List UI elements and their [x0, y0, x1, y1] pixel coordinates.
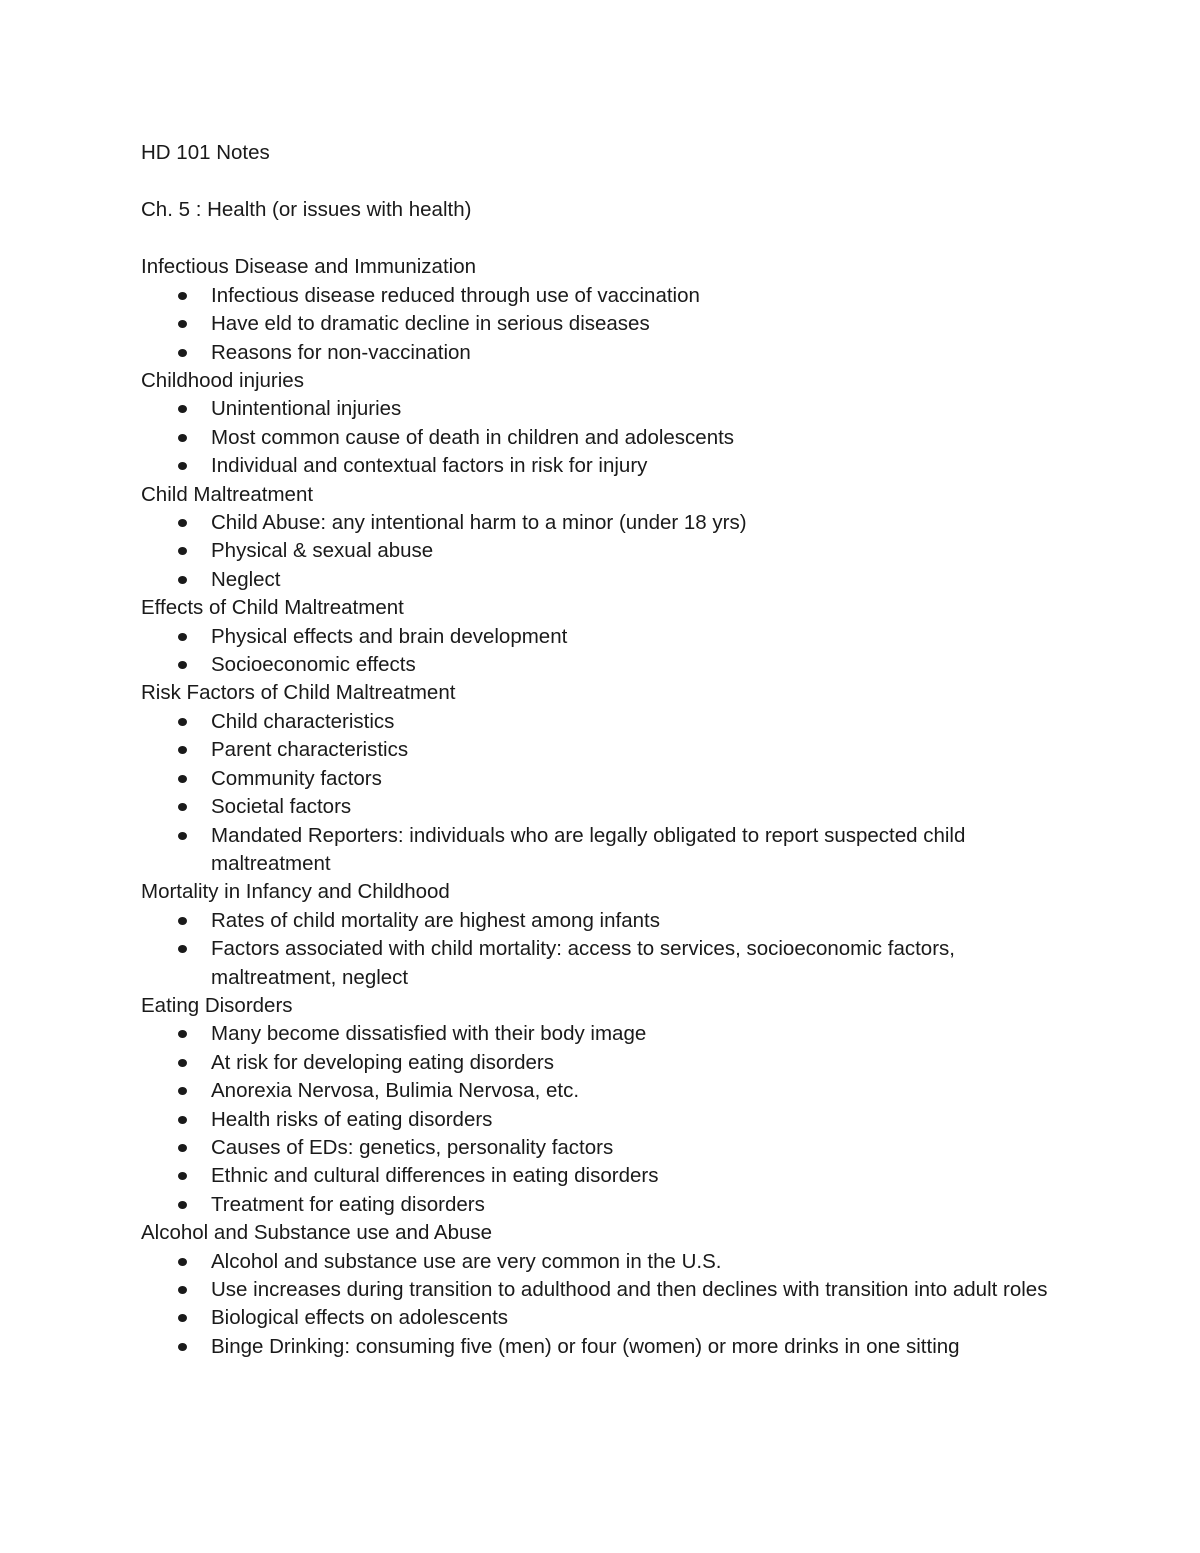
list-item-text: Unintentional injuries	[211, 397, 402, 421]
list-item-text: Child characteristics	[211, 709, 395, 733]
list-item	[141, 424, 1071, 452]
list-item	[141, 736, 1071, 764]
list-item	[141, 310, 1071, 338]
section-heading: Mortality in Infancy and Childhood	[141, 880, 450, 904]
section-heading: Alcohol and Substance use and Abuse	[141, 1221, 493, 1245]
list-item-text: Have eld to dramatic decline in serious diseases	[211, 312, 650, 336]
list-item-text: Ethnic and cultural differences in eating disorders	[211, 1164, 659, 1188]
notes-section	[141, 481, 1071, 595]
bullet-icon	[178, 633, 187, 641]
bullet-icon	[178, 945, 187, 953]
bullet-icon	[178, 1030, 187, 1038]
list-item	[141, 651, 1071, 679]
bullet-icon	[178, 405, 187, 413]
bullet-icon	[178, 576, 187, 584]
list-item	[141, 339, 1071, 367]
list-item	[141, 822, 1071, 879]
chapter-heading: Ch. 5 : Health (or issues with health)	[141, 198, 472, 222]
list-item	[141, 765, 1071, 793]
list-item	[141, 566, 1071, 594]
list-item	[141, 1134, 1071, 1162]
bullet-icon	[178, 519, 187, 527]
list-item-text: Rates of child mortality are highest among infants	[211, 908, 660, 932]
bullet-icon	[178, 1343, 187, 1351]
section-heading: Effects of Child Maltreatment	[141, 596, 404, 620]
bullet-list	[141, 509, 1071, 594]
list-item	[141, 1020, 1071, 1048]
list-item-text: Physical effects and brain development	[211, 624, 568, 648]
notes-sections	[141, 253, 1071, 1361]
section-heading: Infectious Disease and Immunization	[141, 255, 477, 279]
bullet-list	[141, 395, 1071, 480]
list-item-text: Causes of EDs: genetics, personality factors	[211, 1135, 614, 1159]
list-item	[141, 282, 1071, 310]
bullet-list	[141, 623, 1071, 680]
bullet-list	[141, 282, 1071, 367]
list-item	[141, 1276, 1071, 1304]
list-item	[141, 395, 1071, 423]
bullet-icon	[178, 1314, 187, 1322]
list-item-text: Health risks of eating disorders	[211, 1107, 493, 1131]
notes-section	[141, 679, 1071, 878]
list-item-text: Mandated Reporters: individuals who are legally obligated to report suspected child maltreatment	[211, 823, 966, 875]
bullet-icon	[178, 462, 187, 470]
list-item	[141, 907, 1071, 935]
list-item-text: Community factors	[211, 766, 382, 790]
list-item-text: Reasons for non-vaccination	[211, 340, 471, 364]
section-heading: Childhood injuries	[141, 369, 304, 392]
bullet-icon	[178, 718, 187, 726]
list-item-text: Infectious disease reduced through use of vaccination	[211, 283, 700, 307]
section-heading: Risk Factors of Child Maltreatment	[141, 681, 456, 705]
bullet-list	[141, 907, 1071, 992]
bullet-icon	[178, 1201, 187, 1209]
bullet-list	[141, 1248, 1071, 1362]
list-item	[141, 1248, 1071, 1276]
list-item-text: Biological effects on adolescents	[211, 1306, 509, 1330]
list-item	[141, 1077, 1071, 1105]
list-item	[141, 1049, 1071, 1077]
bullet-icon	[178, 547, 187, 555]
list-item	[141, 1333, 1071, 1361]
bullet-icon	[178, 349, 187, 357]
notes-section	[141, 367, 1071, 481]
bullet-icon	[178, 1258, 187, 1266]
list-item-text: Treatment for eating disorders	[211, 1192, 485, 1216]
bullet-icon	[178, 917, 187, 925]
list-item-text: Socioeconomic effects	[211, 653, 416, 677]
list-item-text: Most common cause of death in children and adolescents	[211, 425, 735, 449]
list-item-text: Anorexia Nervosa, Bulimia Nervosa, etc.	[211, 1079, 580, 1103]
list-item-text: Neglect	[211, 567, 281, 591]
bullet-list	[141, 1020, 1071, 1219]
list-item	[141, 1304, 1071, 1332]
list-item-text: Societal factors	[211, 795, 352, 819]
list-item-text: Binge Drinking: consuming five (men) or four (women) or more drinks in one sitting	[211, 1334, 960, 1358]
bullet-icon	[178, 1144, 187, 1152]
section-heading: Eating Disorders	[141, 993, 293, 1017]
notes-section	[141, 992, 1071, 1219]
list-item	[141, 708, 1071, 736]
notes-section	[141, 253, 1071, 367]
notes-section	[141, 878, 1071, 992]
list-item	[141, 537, 1071, 565]
list-item-text: Factors associated with child mortality: access to services, socioeconomic factors, maltreatment, neglect	[211, 937, 955, 989]
list-item-text: Child Abuse: any intentional harm to a minor (under 18 yrs)	[211, 511, 747, 535]
bullet-icon	[178, 292, 187, 300]
list-item-text: Many become dissatisfied with their body image	[211, 1022, 647, 1046]
bullet-icon	[178, 746, 187, 754]
bullet-icon	[178, 1286, 187, 1294]
bullet-icon	[178, 320, 187, 328]
bullet-icon	[178, 1172, 187, 1180]
bullet-icon	[178, 434, 187, 442]
notes-section	[141, 1219, 1071, 1361]
list-item-text: Individual and contextual factors in risk for injury	[211, 454, 648, 478]
list-item	[141, 793, 1071, 821]
document-page	[141, 139, 1071, 1361]
document-title: HD 101 Notes	[141, 141, 270, 164]
list-item	[141, 623, 1071, 651]
section-heading: Child Maltreatment	[141, 482, 314, 506]
bullet-icon	[178, 1116, 187, 1124]
list-item-text: Alcohol and substance use are very common in the U.S.	[211, 1249, 722, 1273]
bullet-icon	[178, 832, 187, 840]
notes-section	[141, 594, 1071, 679]
list-item-text: Parent characteristics	[211, 738, 409, 762]
list-item	[141, 452, 1071, 480]
bullet-icon	[178, 1059, 187, 1067]
list-item	[141, 509, 1071, 537]
list-item	[141, 935, 1071, 992]
bullet-list	[141, 708, 1071, 878]
bullet-icon	[178, 661, 187, 669]
bullet-icon	[178, 803, 187, 811]
list-item-text: Use increases during transition to adulthood and then declines with transition into adult roles	[211, 1278, 1048, 1301]
list-item	[141, 1162, 1071, 1190]
bullet-icon	[178, 1087, 187, 1095]
list-item-text: Physical & sexual abuse	[211, 539, 434, 563]
list-item-text: At risk for developing eating disorders	[211, 1050, 554, 1074]
list-item	[141, 1191, 1071, 1219]
list-item	[141, 1106, 1071, 1134]
bullet-icon	[178, 775, 187, 783]
